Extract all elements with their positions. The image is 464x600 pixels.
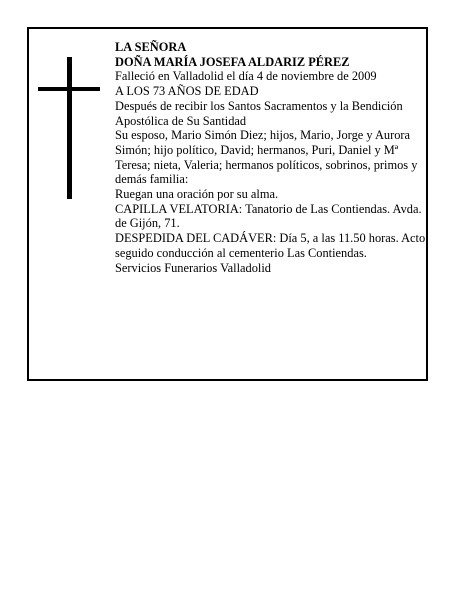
obituary-text xyxy=(115,40,427,275)
funeral-services: Servicios Funerarios Valladolid xyxy=(115,260,272,275)
prayer-request: Ruegan una oración por su alma. xyxy=(115,187,279,202)
farewell-details: DESPEDIDA DEL CADÁVER: Día 5, a las 11.50 horas. Acto seguido conducción al cementerio Las Contiendas. xyxy=(115,231,426,260)
obituary-notice xyxy=(27,27,428,381)
deceased-name: DOÑA MARÍA JOSEFA ALDARIZ PÉREZ xyxy=(115,54,350,69)
sacraments-statement: Después de recibir los Santos Sacramentos y la Bendición Apostólica de Su Santidad xyxy=(115,98,403,128)
age-at-death: A LOS 73 AÑOS DE EDAD xyxy=(115,84,259,99)
cross-vertical-bar xyxy=(67,57,72,199)
notice-heading: LA SEÑORA xyxy=(115,40,187,54)
family-list: Su esposo, Mario Simón Diez; hijos, Mario, Jorge y Aurora Simón; hijo político, David; hermanos, Puri, Daniel y Mª Teresa; nieta, Valeria; hermanos políticos, sobrinos, primos y demás familia: xyxy=(115,128,418,187)
death-statement: Falleció en Valladolid el día 4 de noviembre de 2009 xyxy=(115,69,377,84)
cross-horizontal-bar xyxy=(38,87,100,91)
chapel-details: CAPILLA VELATORIA: Tanatorio de Las Contiendas. Avda. de Gijón, 71. xyxy=(115,201,422,231)
